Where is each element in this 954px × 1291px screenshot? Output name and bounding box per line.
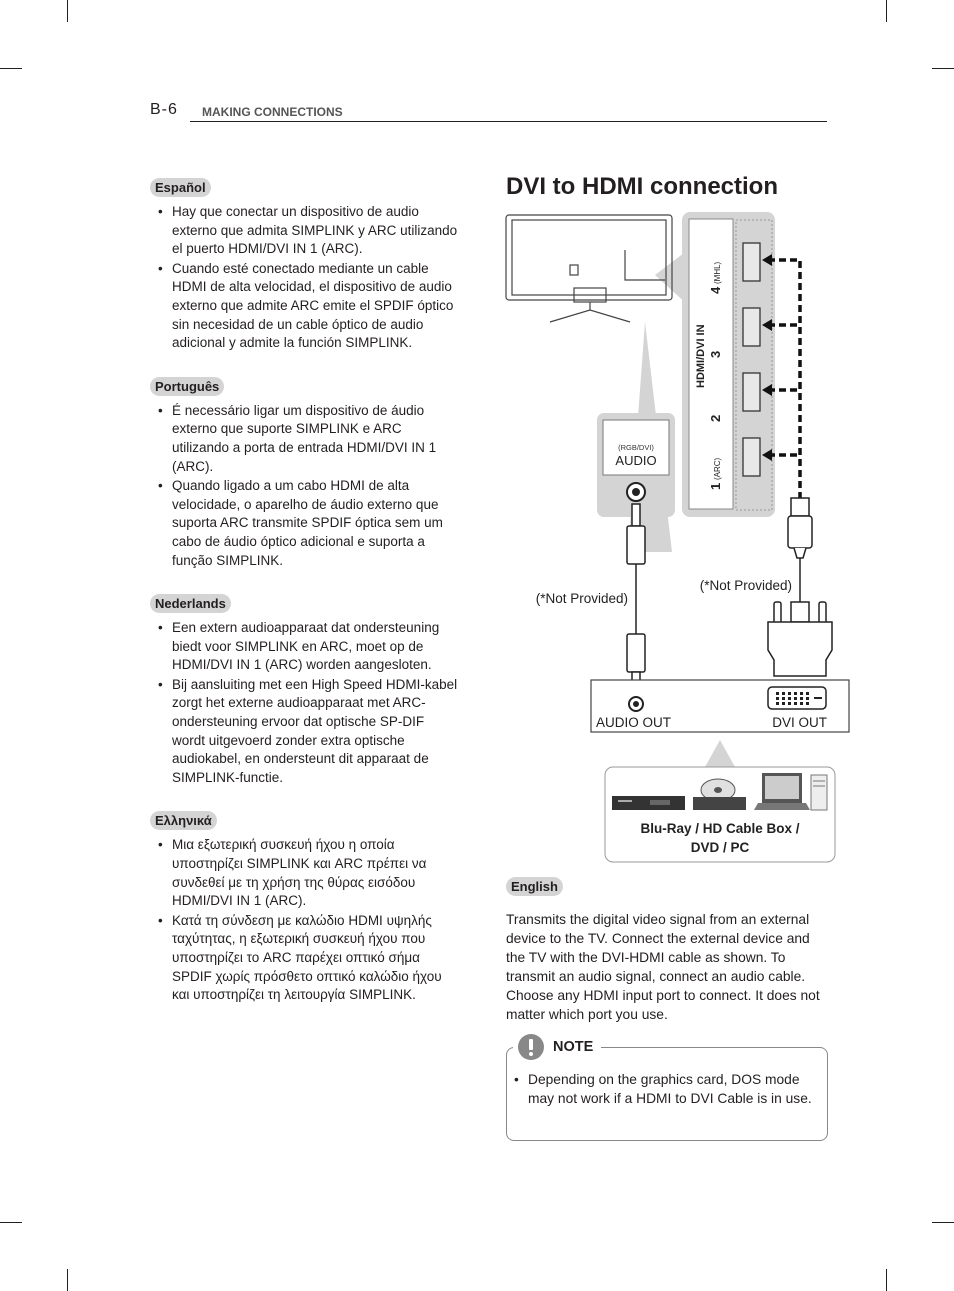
port-3-label: 3 bbox=[708, 350, 723, 358]
crop-mark bbox=[0, 1222, 22, 1223]
bullet-item: • Cuando esté conectado mediante un cable HDMI de alta velocidad, el dispositivo de audio externo que admite ARC emite el SPDIF óptico sin necesidad de un cable óptico de audio adicional y admite la función SIMPLINK. bbox=[150, 260, 460, 353]
audio-cable-icon bbox=[627, 504, 645, 694]
port-4-note: (MHL) bbox=[713, 261, 722, 284]
pc-icon bbox=[754, 773, 827, 810]
audio-label: AUDIO bbox=[615, 453, 657, 468]
lang-block-nl bbox=[150, 594, 460, 787]
tv-back-icon bbox=[506, 215, 672, 322]
callout-wedge bbox=[705, 740, 735, 767]
bullet-item: • Quando ligado a um cabo HDMI de alta velocidade, o aparelho de áudio externo que suporta ARC transmite SPDIF óptica sem um cabo de áudio óptico adicional e suporta a função SIMPLINK. bbox=[150, 477, 460, 570]
port-2-label: 2 bbox=[708, 414, 723, 422]
crop-mark bbox=[932, 68, 954, 69]
bullet-list bbox=[150, 203, 460, 353]
english-paragraph: Transmits the digital video signal from an external device to the TV. Connect the external device and the TV with the DVI-HDMI cable as shown. To transmit an audio signal, connect an audio cable. Choose any HDMI input port to connect. It does not matter which port you use. bbox=[506, 912, 820, 1022]
lang-block-pt bbox=[150, 377, 460, 570]
bullet-item: • Κατά τη σύνδεση με καλώδιο HDMI υψηλής ταχύτητας, η εξωτερική συσκευή ήχου που υποστηρίζει το ARC παρέχει οπτικό σήμα SPDIF χωρίς πρόσθετο οπτικό καλώδιο ήχου και υποστηρίζει τη λειτουργία SIMPLINK. bbox=[150, 912, 460, 1005]
crop-mark bbox=[886, 1269, 887, 1291]
dvi-out-label: DVI OUT bbox=[772, 715, 827, 730]
bluray-player-icon bbox=[612, 796, 685, 810]
port-1-label: 1 bbox=[708, 482, 723, 490]
language-column bbox=[150, 178, 460, 1029]
lang-label: Español bbox=[150, 178, 211, 197]
note-header bbox=[513, 1033, 601, 1061]
crop-mark bbox=[67, 0, 68, 22]
connection-diagram bbox=[500, 210, 860, 870]
not-provided-right: (*Not Provided) bbox=[699, 578, 792, 593]
note-item: • Depending on the graphics card, DOS mode may not work if a HDMI to DVI Cable is in use. bbox=[514, 1070, 814, 1108]
lang-label-english: English bbox=[506, 877, 563, 896]
header-rule bbox=[190, 121, 827, 122]
lang-block-el bbox=[150, 811, 460, 1004]
crop-mark bbox=[932, 1222, 954, 1223]
bullet-item: • Bij aansluiting met een High Speed HDMI-kabel zorgt het externe audioapparaat met ARC-ondersteuning ervoor dat optische SP-DIF wordt uitgevoerd zonder extra optische audiokabel, en ondersteunt dit apparaat de SIMPLINK-functie. bbox=[150, 676, 460, 788]
page-title: DVI to HDMI connection bbox=[506, 173, 778, 200]
bullet-item: • Een extern audioapparaat dat ondersteuning biedt voor SIMPLINK en ARC, moet op de HDMI/DVI IN 1 (ARC) worden aangesloten. bbox=[150, 619, 460, 675]
section-title: MAKING CONNECTIONS bbox=[202, 105, 343, 119]
not-provided-left: (*Not Provided) bbox=[535, 591, 628, 606]
lang-label: Ελληνικά bbox=[150, 811, 217, 830]
bullet-item: • Μια εξωτερική συσκευή ήχου η οποία υποστηρίζει SIMPLINK και ARC πρέπει να συνδεθεί με τη χρήση της θύρας εισόδου HDMI/DVI IN 1 (ARC). bbox=[150, 836, 460, 910]
bullet-item: • Hay que conectar un dispositivo de audio externo que admita SIMPLINK y ARC utilizando el puerto HDMI/DVI IN 1 (ARC). bbox=[150, 203, 460, 259]
lang-block-es bbox=[150, 178, 460, 353]
audio-out-label: AUDIO OUT bbox=[596, 715, 672, 730]
crop-mark bbox=[67, 1269, 68, 1291]
crop-mark bbox=[886, 0, 887, 22]
bullet-list bbox=[150, 619, 460, 787]
note-list bbox=[514, 1070, 814, 1108]
bullet-item: • É necessário ligar um dispositivo de áudio externo que suporte SIMPLINK e ARC utilizando a porta de entrada HDMI/DVI IN 1 (ARC). bbox=[150, 402, 460, 476]
hdmi-dvi-in-label: HDMI/DVI IN bbox=[695, 324, 707, 388]
exclamation-icon bbox=[517, 1033, 545, 1061]
lang-label: Nederlands bbox=[150, 594, 231, 613]
lang-label: Português bbox=[150, 377, 224, 396]
page-number: B-6 bbox=[150, 101, 178, 118]
crop-mark bbox=[0, 68, 22, 69]
bullet-list bbox=[150, 402, 460, 570]
device-label-line2: DVD / PC bbox=[690, 840, 750, 855]
port-1-note: (ARC) bbox=[713, 457, 722, 480]
note-title: NOTE bbox=[553, 1039, 594, 1055]
audio-small-label: (RGB/DVI) bbox=[618, 443, 654, 452]
bullet-list bbox=[150, 836, 460, 1004]
device-label-line1: Blu-Ray / HD Cable Box / bbox=[640, 821, 800, 836]
port-4-label: 4 bbox=[708, 286, 723, 294]
